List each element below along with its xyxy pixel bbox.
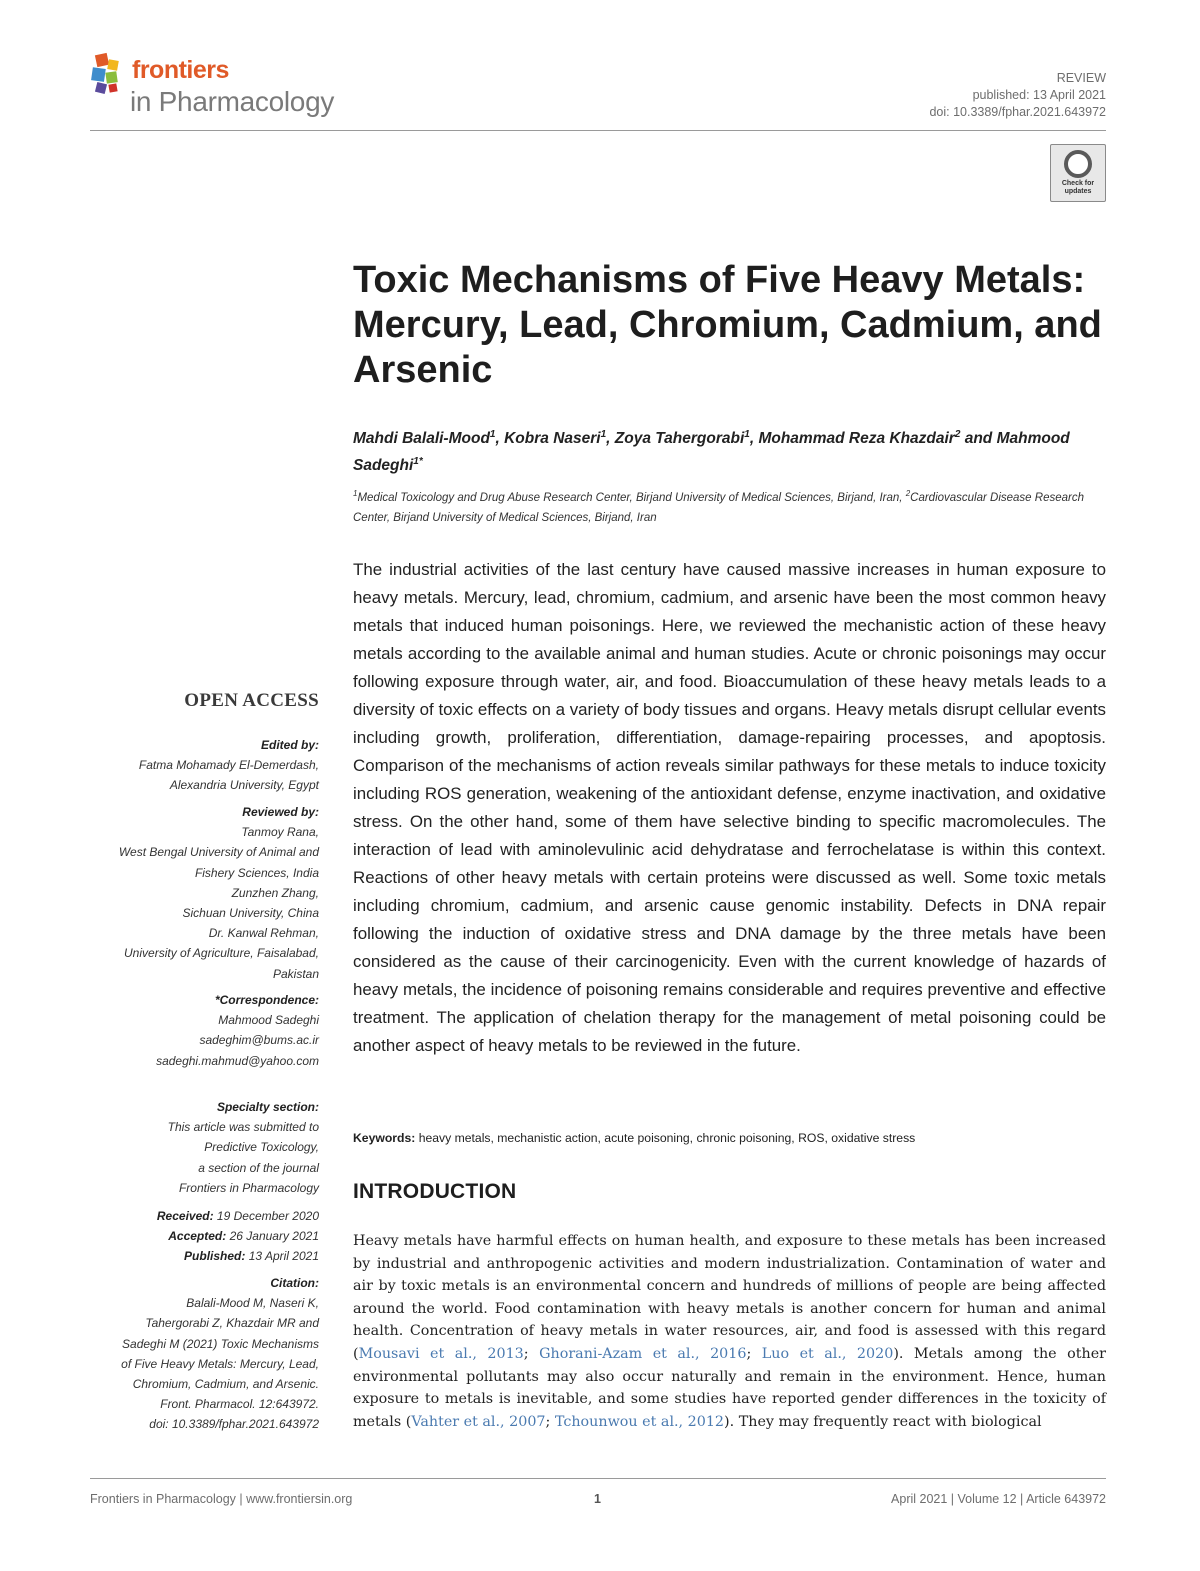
correspondence-name: Mahmood Sadeghi bbox=[218, 1013, 319, 1028]
reviewer-name: Dr. Kanwal Rehman, bbox=[208, 926, 319, 941]
reviewed-by-label: Reviewed by: bbox=[242, 805, 319, 819]
header-divider bbox=[90, 130, 1106, 131]
specialty-line: a section of the journal bbox=[198, 1160, 319, 1175]
citation-link[interactable]: Vahter et al., 2007 bbox=[411, 1413, 546, 1430]
citation-line: Front. Pharmacol. 12:643972. bbox=[160, 1397, 319, 1412]
affil-sup: 1 bbox=[353, 489, 358, 498]
specialty-line: Predictive Toxicology, bbox=[204, 1140, 319, 1155]
article-meta bbox=[929, 70, 1106, 121]
reviewer-name: Tanmoy Rana, bbox=[241, 825, 319, 840]
doi-link[interactable]: doi: 10.3389/fphar.2021.643972 bbox=[929, 105, 1106, 119]
citation-link[interactable]: Tchounwou et al., 2012 bbox=[554, 1413, 725, 1430]
author-conjunction: and bbox=[964, 430, 993, 448]
published-date-side: Published: 13 April 2021 bbox=[184, 1249, 319, 1264]
citation-line: Balali-Mood M, Naseri K, bbox=[186, 1296, 319, 1311]
correspondence-section bbox=[79, 990, 319, 1071]
intro-text: ; bbox=[523, 1345, 540, 1362]
correspondence-email[interactable]: sadeghim@bums.ac.ir bbox=[199, 1033, 319, 1048]
introduction-heading: INTRODUCTION bbox=[353, 1180, 517, 1203]
reviewer-affil: West Bengal University of Animal and bbox=[118, 845, 319, 860]
author-name[interactable]: Zoya Tahergorabi bbox=[614, 430, 745, 448]
footer-divider bbox=[90, 1478, 1106, 1479]
citation-line[interactable]: doi: 10.3389/fphar.2021.643972 bbox=[149, 1417, 319, 1432]
author-sup: 2 bbox=[954, 429, 961, 440]
reviewer-name: Zunzhen Zhang, bbox=[231, 885, 319, 900]
badge-text: Check for updates bbox=[1061, 180, 1095, 195]
keywords bbox=[353, 1131, 1113, 1145]
author-sup: 1* bbox=[413, 456, 423, 468]
citation-section bbox=[79, 1273, 319, 1435]
affiliation-2: Cardiovascular Disease Research Center, Birjand University of Medical Sciences, Birjand, Iran bbox=[353, 491, 1084, 524]
author-list: Mahdi Balali-Mood$^1$, Kobra Naseri$^1$, Zoya Tahergorabi$^1$, Mohammad Reza Khazdair$^2$ and Mahmood Sadeghi$^{1*}$ bbox=[353, 429, 1070, 475]
citation-line: Sadeghi M (2021) Toxic Mechanisms bbox=[122, 1336, 319, 1351]
keywords-text: heavy metals, mechanistic action, acute poisoning, chronic poisoning, ROS, oxidative stress bbox=[418, 1131, 916, 1145]
footer-issue: April 2021 | Volume 12 | Article 643972 bbox=[891, 1492, 1106, 1506]
specialty-label: Specialty section: bbox=[216, 1100, 319, 1114]
affil-sup: 2 bbox=[905, 489, 911, 498]
abstract: The industrial activities of the last century have caused massive increases in human exposure to heavy metals. Mercury, lead, chromium, cadmium, and arsenic have been the most common heavy metals that induced human poisonings. Here, we reviewed the mechanistic action of these heavy metals according to the available animal and human studies. Acute or chronic poisonings may occur following exposure through water, air, and food. Bioaccumulation of these heavy metals leads to a diversity of toxic effects on a variety of body tissues and organs. Heavy metals disrupt cellular events including growth, proliferation, differentiation, damage-repairing processes, and apoptosis. Comparison of the mechanisms of action reveals similar pathways for these metals to induce toxicity including ROS generation, weakening of the antioxidant defense, enzyme inactivation, and oxidative stress. On the other hand, some of them have selective binding to specific macromolecules. The interaction of lead with aminolevulinic acid dehydratase and ferrochelatase is within this context. Reactions of other heavy metals with certain proteins were discussed as well. Some toxic metals including chromium, cadmium, and arsenic cause genomic instability. Defects in DNA repair following the induction of oxidative stress and DNA damage by the three metals have been considered as the cause of their carcinogenicity. Even with the current knowledge of hazards of heavy metals, the incidence of poisoning remains considerable and requires preventive and effective treatment. The application of chelation therapy for the management of metal poisoning could be another aspect of heavy metals to be reviewed in the future. bbox=[353, 560, 1106, 1055]
edited-by-label: Edited by: bbox=[260, 738, 319, 752]
published-date: published: 13 April 2021 bbox=[972, 88, 1106, 102]
page-number: 1 bbox=[594, 1492, 601, 1506]
intro-text: Heavy metals have harmful effects on human health, and exposure to these metals has been increased by industrial and anthropogenic activities and modern industrialization. Contamination of water and air by toxic metals is an environmental concern and hundreds of millions of people are being affected around the world. Food contamination with heavy metals is another concern for human and animal health. Concentration of heavy metals in water resources, air, and food is assessed with this regard ( bbox=[353, 1233, 1106, 1362]
check-for-updates-badge[interactable] bbox=[1050, 144, 1106, 202]
footer-journal[interactable]: Frontiers in Pharmacology | www.frontiersin.org bbox=[90, 1492, 353, 1506]
reviewer-affil: Pakistan bbox=[272, 966, 319, 981]
affiliation-1: Medical Toxicology and Drug Abuse Research Center, Birjand University of Medical Sciences, Birjand, Iran, bbox=[357, 491, 903, 504]
logo-brand-text: frontiers bbox=[132, 56, 229, 84]
specialty-section bbox=[79, 1097, 319, 1198]
citation-link[interactable]: Mousavi et al., 2013 bbox=[358, 1345, 524, 1362]
citation-line: Tahergorabi Z, Khazdair MR and bbox=[145, 1316, 319, 1331]
citation-link[interactable]: Ghorani-Azam et al., 2016 bbox=[539, 1345, 747, 1362]
open-access-label: OPEN ACCESS bbox=[184, 690, 319, 711]
frontiers-logo-icon bbox=[90, 52, 130, 98]
citation-line: of Five Heavy Metals: Mercury, Lead, bbox=[121, 1356, 319, 1371]
article-type: REVIEW bbox=[1056, 71, 1106, 85]
received-date: Received: 19 December 2020 bbox=[156, 1209, 319, 1223]
dates-section bbox=[79, 1206, 319, 1267]
author-sup: 1 bbox=[489, 429, 496, 440]
logo-journal-text: in Pharmacology bbox=[130, 86, 335, 117]
reviewer-affil: University of Agriculture, Faisalabad, bbox=[124, 946, 319, 961]
citation-line: Chromium, Cadmium, and Arsenic. bbox=[132, 1377, 319, 1392]
author-name[interactable]: Mahdi Balali-Mood bbox=[353, 430, 490, 448]
introduction-body bbox=[353, 1230, 1106, 1433]
reviewed-by-section bbox=[79, 802, 319, 984]
citation-label: Citation: bbox=[270, 1276, 319, 1290]
correspondence-email[interactable]: sadeghi.mahmud@yahoo.com bbox=[156, 1053, 319, 1068]
author-name[interactable]: Mahmood Sadeghi bbox=[353, 430, 1070, 475]
editor-affil: Alexandria University, Egypt bbox=[169, 778, 319, 793]
author-sup: 1 bbox=[600, 429, 607, 440]
intro-text: ). Metals among the other environmental pollutants may also occur naturally and remain in the environment. Hence, human exposure to metals is inevitable, and some studies have reported gender differences in the toxicity of metals ( bbox=[353, 1345, 1106, 1430]
keywords-label: Keywords: bbox=[353, 1131, 416, 1145]
affiliations bbox=[353, 484, 1113, 528]
accepted-date: Accepted: 26 January 2021 bbox=[168, 1229, 319, 1244]
edited-by-section bbox=[79, 735, 319, 796]
journal-logo bbox=[90, 50, 390, 130]
author-name[interactable]: Mohammad Reza Khazdair bbox=[758, 430, 955, 448]
intro-text: ). They may frequently react with biological bbox=[724, 1413, 1042, 1430]
author-sup: 1 bbox=[744, 429, 750, 440]
intro-text: ; bbox=[545, 1413, 555, 1430]
check-for-updates-icon bbox=[1064, 150, 1092, 178]
citation-link[interactable]: Luo et al., 2020 bbox=[761, 1345, 894, 1362]
reviewer-affil: Sichuan University, China bbox=[182, 906, 319, 921]
author-name[interactable]: Kobra Naseri bbox=[504, 430, 601, 448]
article-title: Toxic Mechanisms of Five Heavy Metals: Mercury, Lead, Chromium, Cadmium, and Arsenic bbox=[353, 259, 1102, 391]
correspondence-label: *Correspondence: bbox=[214, 993, 319, 1007]
specialty-line: This article was submitted to bbox=[167, 1120, 319, 1135]
editor-name: Fatma Mohamady El-Demerdash, bbox=[138, 758, 319, 773]
reviewer-affil: Fishery Sciences, India bbox=[194, 865, 319, 880]
intro-text: ; bbox=[746, 1345, 762, 1362]
specialty-line: Frontiers in Pharmacology bbox=[178, 1180, 319, 1195]
